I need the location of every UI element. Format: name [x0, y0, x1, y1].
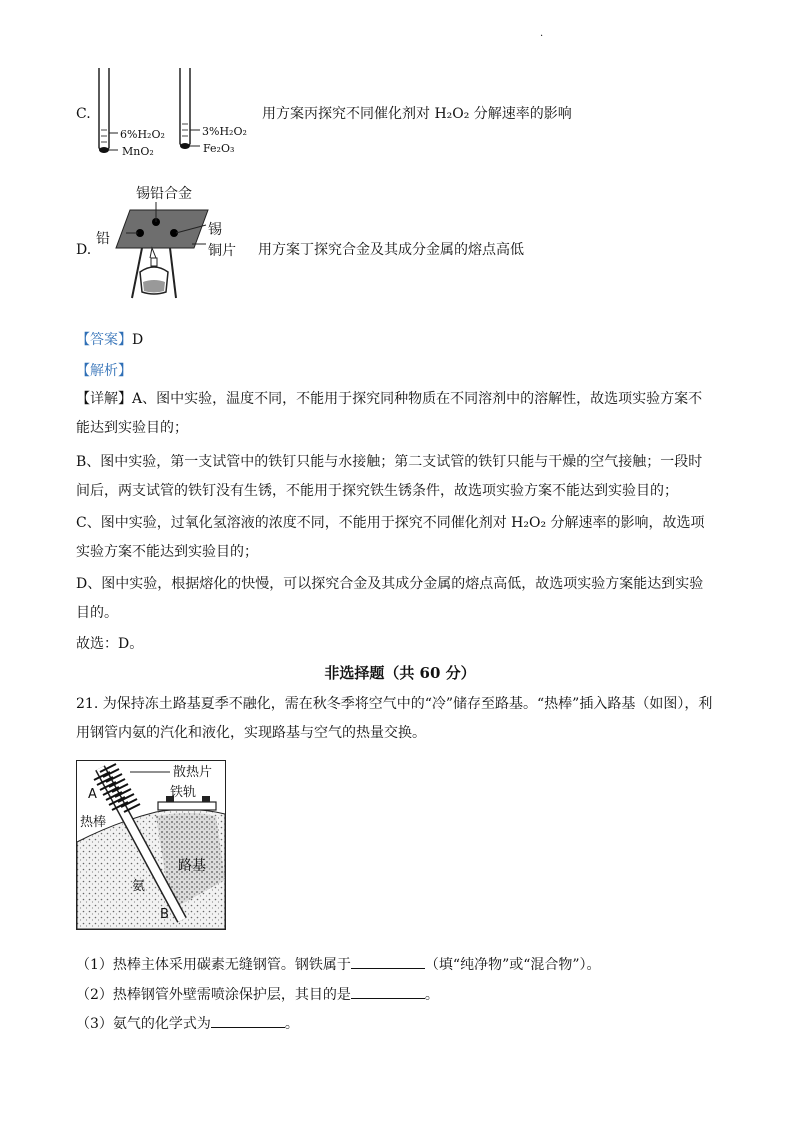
label-rod: 热棒 — [80, 815, 107, 830]
option-c-letter: C. — [76, 106, 91, 122]
label-alloy: 锡铅合金 — [136, 186, 192, 202]
test-tube-1 — [99, 68, 118, 153]
detail-tag: 【详解】 — [76, 391, 132, 407]
option-d-text: 用方案丁探究合金及其成分金属的熔点高低 — [258, 242, 524, 258]
q21-sub3: （3）氨气的化学式为 。 — [76, 1011, 299, 1034]
answer-blank-3[interactable] — [211, 1011, 285, 1028]
tube2-label-bottom: Fe₂O₃ — [203, 142, 235, 155]
option-d-letter: D. — [76, 242, 92, 258]
label-tin: 锡 — [208, 222, 222, 238]
analysis-p1: 【详解】A、图中实验，温度不同，不能用于探究同种物质在不同溶剂中的溶解性，故选项实验方案不能达到实验目的； — [76, 391, 703, 436]
tube1-label-top: 6%H₂O₂ — [120, 128, 165, 141]
test-tube-2 — [180, 68, 200, 149]
label-rail: 铁轨 — [170, 785, 197, 800]
copper-plate — [116, 210, 208, 248]
label-a: A — [88, 787, 97, 802]
analysis-conclusion: 故选：D。 — [76, 636, 144, 652]
answer-blank-2[interactable] — [351, 982, 425, 999]
alcohol-lamp — [140, 248, 168, 294]
analysis-p4: D、图中实验，根据熔化的快慢，可以探究合金及其成分金属的熔点高低，故选项实验方案能达到实验目的。 — [76, 576, 704, 621]
answer-line — [76, 330, 143, 350]
tube1-label-bottom: MnO₂ — [122, 145, 154, 158]
label-copper: 铜片 — [208, 243, 236, 259]
analysis-p2: B、图中实验，第一支试管中的铁钉只能与水接触；第二支试管的铁钉只能与干燥的空气接触；一段时间后，两支试管的铁钉没有生锈，不能用于探究铁生锈条件，故选项实验方案不能达到实验目的； — [76, 454, 703, 499]
label-lead: 铅 — [96, 231, 110, 247]
label-b: B — [160, 907, 169, 922]
answer-tag: 【答案】 — [76, 332, 132, 348]
q21-sub2: （2）热棒钢管外壁需喷涂保护层，其目的是 。 — [76, 982, 439, 1005]
analysis-p3: C、图中实验，过氧化氢溶液的浓度不同，不能用于探究不同催化剂对 H₂O₂ 分解速率的影响，故选项实验方案不能达到实验目的； — [76, 515, 705, 560]
section-title: 非选择题（共 60 分） — [324, 664, 476, 682]
label-ammonia: 氨 — [132, 879, 146, 894]
option-c-text: 用方案丙探究不同催化剂对 H₂O₂ 分解速率的影响 — [262, 106, 572, 122]
analysis-tag: 【解析】 — [76, 363, 132, 379]
label-fins: 散热片 — [173, 765, 213, 780]
option-d-figure — [112, 200, 216, 302]
answer-blank-1[interactable] — [351, 952, 425, 969]
rail — [158, 802, 216, 810]
tube2-label-top: 3%H₂O₂ — [202, 125, 247, 138]
page-dot: . — [540, 28, 544, 39]
answer-value: D — [132, 332, 144, 348]
q21-sub1: （1）热棒主体采用碳素无缝钢管。钢铁属于 （填“纯净物”或“混合物”）。 — [76, 952, 601, 975]
label-roadbed: 路基 — [178, 858, 206, 874]
q21-stem: 21. 为保持冻土路基夏季不融化，需在秋冬季将空气中的“冷”储存至路基。“热棒”插入路基（如图），利用钢管内氨的汽化和液化，实现路基与空气的热量交换。 — [76, 696, 713, 741]
q21-figure — [76, 760, 226, 930]
